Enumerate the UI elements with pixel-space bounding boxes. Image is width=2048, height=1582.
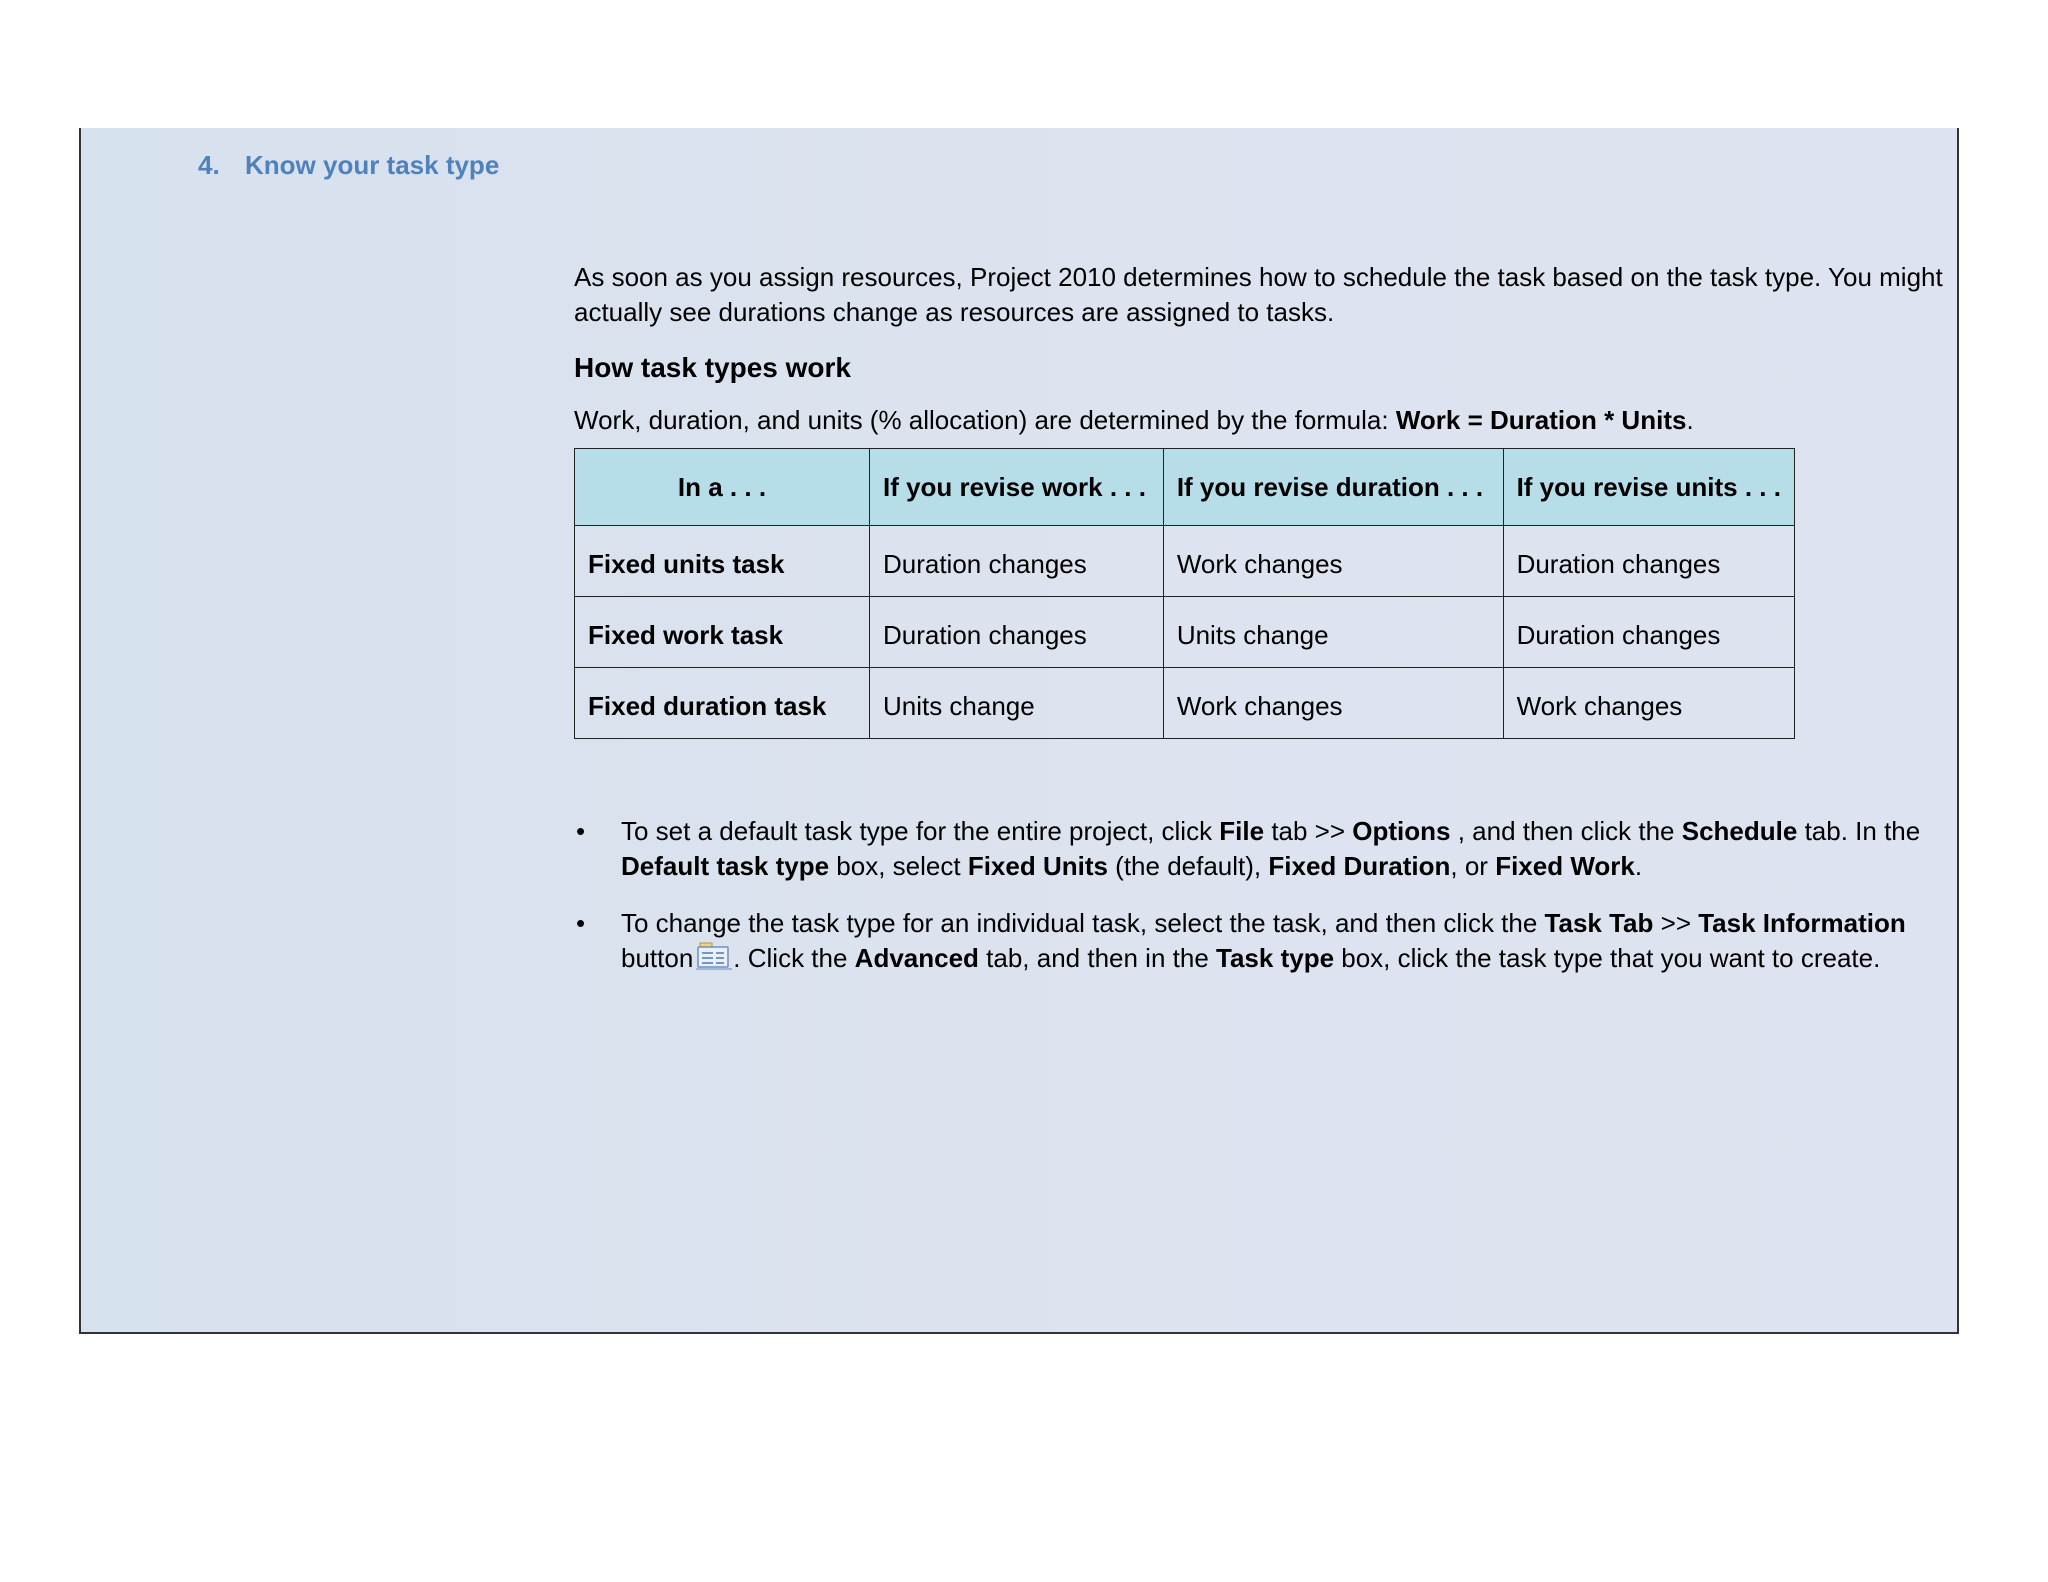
formula-paragraph: [574, 403, 1944, 438]
table-cell: Units change: [1163, 597, 1503, 668]
bullet-bold: Options: [1352, 816, 1451, 846]
bullet-bold: File: [1219, 816, 1265, 846]
table-cell: Duration changes: [1503, 526, 1794, 597]
subheading: How task types work: [574, 352, 851, 383]
formula-end: .: [1686, 405, 1694, 435]
instruction-list: [574, 814, 1944, 976]
bullet-bold: Fixed Work: [1495, 851, 1635, 881]
bullet-text: tab, and then in the: [978, 943, 1217, 973]
bullet-text: box, select: [829, 851, 968, 881]
bullet-bold: Advanced: [854, 943, 979, 973]
table-cell: Duration changes: [869, 597, 1163, 668]
bullet-bold: Default task type: [621, 851, 830, 881]
bullet-text: tab >>: [1264, 816, 1353, 846]
list-item: [574, 906, 1944, 976]
table-cell: Fixed duration task: [575, 668, 870, 739]
section-heading: [198, 150, 499, 181]
bullet-icon: •: [576, 908, 586, 938]
task-type-table: [574, 448, 1795, 739]
bullet-text: tab. In the: [1797, 816, 1921, 846]
bullet-bold: Fixed Duration: [1268, 851, 1451, 881]
bullet-text: , or: [1450, 851, 1496, 881]
table-header: If you revise units . . .: [1503, 449, 1794, 526]
bullet-text: (the default),: [1107, 851, 1269, 881]
table-cell: Work changes: [1163, 668, 1503, 739]
bullet-bold: Task Tab: [1544, 908, 1654, 938]
task-information-icon: [695, 941, 733, 971]
bullet-bold: Task type: [1216, 943, 1335, 973]
main-content: [574, 260, 1944, 998]
bullet-bold: Fixed Units: [967, 851, 1108, 881]
table-header: In a . . .: [575, 449, 870, 526]
formula-text: Work, duration, and units (% allocation) are determined by the formula:: [574, 405, 1396, 435]
list-item: [574, 814, 1944, 884]
table-row: [575, 526, 1795, 597]
table-cell: Fixed work task: [575, 597, 870, 668]
bullet-text: >>: [1653, 908, 1699, 938]
table-cell: Work changes: [1503, 668, 1794, 739]
bullet-text: .: [1634, 851, 1643, 881]
formula-bold: Work = Duration * Units: [1395, 405, 1687, 435]
table-row: [575, 597, 1795, 668]
table-header-row: [575, 449, 1795, 526]
section-title: Know your task type: [245, 150, 500, 180]
bullet-bold: Task Information: [1698, 908, 1906, 938]
bullet-text: To set a default task type for the entire project, click: [621, 816, 1220, 846]
table-cell: Fixed units task: [575, 526, 870, 597]
intro-paragraph: As soon as you assign resources, Project 2010 determines how to schedule the task based on the task type. You might actually see durations change as resources are assigned to tasks.: [574, 262, 1943, 327]
bullet-text: To change the task type for an individual task, select the task, and then click the: [621, 908, 1545, 938]
table-cell: Duration changes: [1503, 597, 1794, 668]
bullet-text: , and then click the: [1450, 816, 1682, 846]
table-cell: Duration changes: [869, 526, 1163, 597]
table-header: If you revise work . . .: [869, 449, 1163, 526]
table-cell: Units change: [869, 668, 1163, 739]
bullet-icon: •: [576, 816, 586, 846]
table-row: [575, 668, 1795, 739]
bullet-text: button: [621, 943, 694, 973]
bullet-bold: Schedule: [1681, 816, 1798, 846]
bullet-text: box, click the task type that you want to create.: [1334, 943, 1881, 973]
table-header: If you revise duration . . .: [1163, 449, 1503, 526]
bullet-text: . Click the: [733, 943, 855, 973]
section-number: 4.: [198, 150, 220, 180]
table-cell: Work changes: [1163, 526, 1503, 597]
